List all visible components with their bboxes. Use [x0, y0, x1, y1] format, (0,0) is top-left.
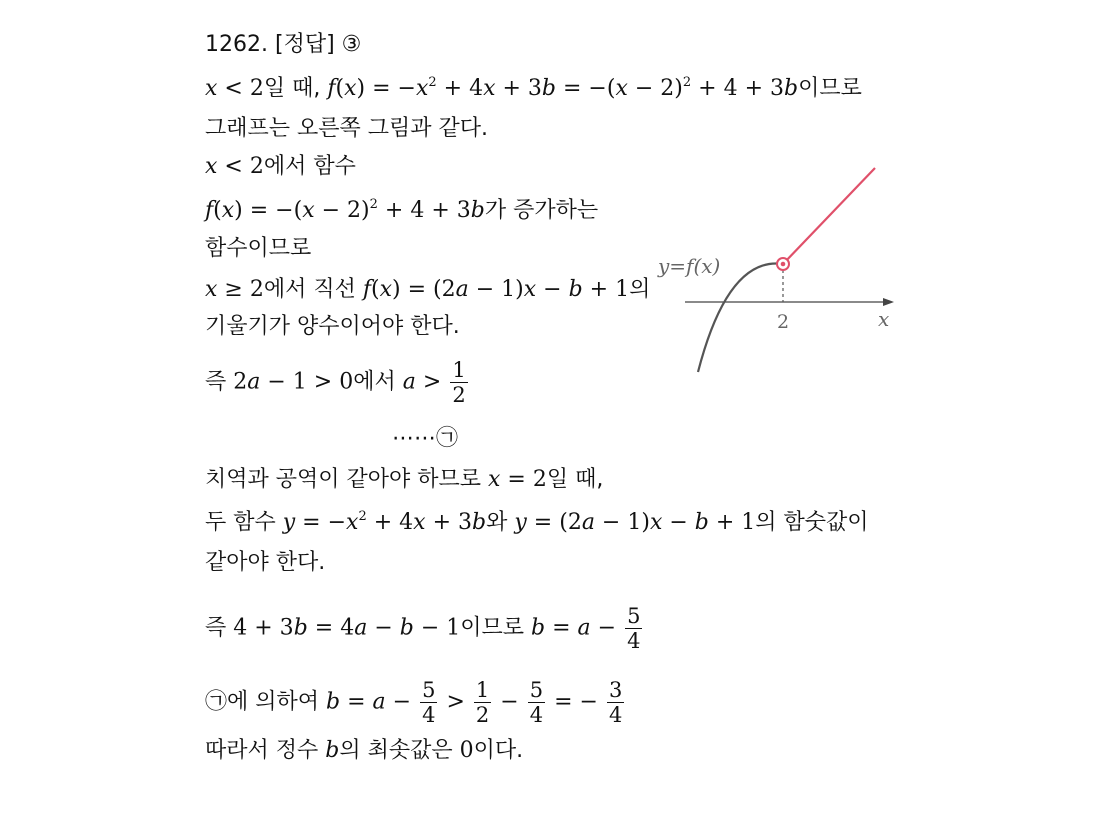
fraction-5-4: $\frac{5}{4}$: [422, 678, 436, 727]
text: 일 때,: [263, 76, 321, 101]
math-zero: 0: [459, 738, 474, 763]
fraction-5-4: $\frac{5}{4}$: [529, 678, 544, 727]
text: 따라서 정수: [205, 738, 319, 763]
line-x-lt-2: [205, 152, 356, 182]
text: 일 때,: [546, 467, 604, 492]
text: 즉: [205, 369, 227, 395]
line-slope-positive: 기울기가 양수이어야 한다.: [205, 314, 460, 339]
fraction-1-2: $\frac{1}{2}$: [452, 358, 466, 407]
line-conclusion: [205, 736, 523, 766]
curve-label: y=f(x): [658, 254, 721, 278]
math: 2a − 1 > 0: [233, 369, 354, 395]
math: x = 2: [488, 467, 547, 492]
line-range-codomain: [205, 465, 603, 495]
condition-marker: ⋯⋯㉠: [392, 426, 459, 451]
text: 에서: [353, 369, 396, 395]
math: $f(x) = -(x - 2)^2 + 4 + 3b$: [205, 197, 485, 223]
math: b = a −: [531, 615, 617, 641]
x-axis-arrow-icon: [883, 298, 894, 306]
math: 4 + 3b = 4a − b − 1: [233, 615, 461, 641]
text: 치역과 공역이 같아야 하므로: [205, 467, 482, 492]
math: >: [446, 689, 465, 715]
math: a >: [402, 369, 442, 395]
text: 의 함숫값이: [755, 510, 869, 535]
line-must-equal: 같아야 한다.: [205, 550, 326, 575]
math: x < 2: [205, 154, 264, 179]
answer-tag: [정답]: [274, 32, 335, 57]
math: x ≥ 2: [205, 277, 264, 302]
text: 가 증가하는: [484, 198, 599, 223]
text: 이므로: [798, 76, 862, 101]
line-two-functions: [205, 508, 869, 538]
fraction-5-4: $\frac{5}{4}$: [627, 604, 641, 653]
math: b = a −: [326, 689, 412, 715]
text: 에서 직선: [263, 277, 356, 302]
axis-label-x: x: [878, 307, 890, 331]
junction-point-core: [781, 262, 786, 267]
function-graph: [650, 160, 900, 380]
math: $y = -x^2 + 4x + 3b$: [282, 509, 487, 535]
line-hamsu-imeuro: 함수이므로: [205, 236, 312, 261]
line-a-gt-half: [205, 358, 470, 407]
parabola-curve: [698, 263, 783, 372]
math-x-lt-2: x < 2: [205, 76, 264, 101]
text: 두 함수: [205, 510, 276, 535]
text: ㉠에 의하여: [205, 689, 320, 715]
line-x-ge-2: [205, 275, 650, 305]
text: 즉: [205, 615, 227, 641]
answer-choice: ③: [341, 32, 362, 57]
math-b: b: [325, 738, 340, 763]
line-b-gt: [205, 678, 626, 727]
math: −: [500, 689, 519, 715]
line-graph-ref: 그래프는 오른쪽 그림과 같다.: [205, 116, 488, 141]
text: 의: [629, 277, 651, 302]
problem-number: 1262.: [205, 32, 268, 57]
problem-header: [205, 30, 361, 60]
fraction-1-2: $\frac{1}{2}$: [475, 678, 490, 727]
line-increasing: [205, 196, 598, 226]
text: 와: [486, 510, 508, 535]
math: = −: [554, 689, 598, 715]
tick-label-2: 2: [777, 311, 790, 333]
math-line-eq: f(x) = (2a − 1)x − b + 1: [362, 277, 630, 302]
math: y = (2a − 1)x − b + 1: [514, 510, 756, 535]
line-b-eq: [205, 604, 644, 653]
text: 이므로: [460, 615, 525, 641]
text: 의 최솟값은: [339, 738, 453, 763]
fraction-3-4: $\frac{3}{4}$: [608, 678, 623, 727]
text: 에서 함수: [263, 154, 356, 179]
text: 이다.: [473, 738, 524, 763]
line-fx-definition: [205, 74, 862, 104]
math-fx-expansion: $f(x) = -x^2 + 4x + 3b = -(x - 2)^2 + 4 + 3b$: [327, 75, 799, 101]
linear-segment: [783, 168, 875, 264]
